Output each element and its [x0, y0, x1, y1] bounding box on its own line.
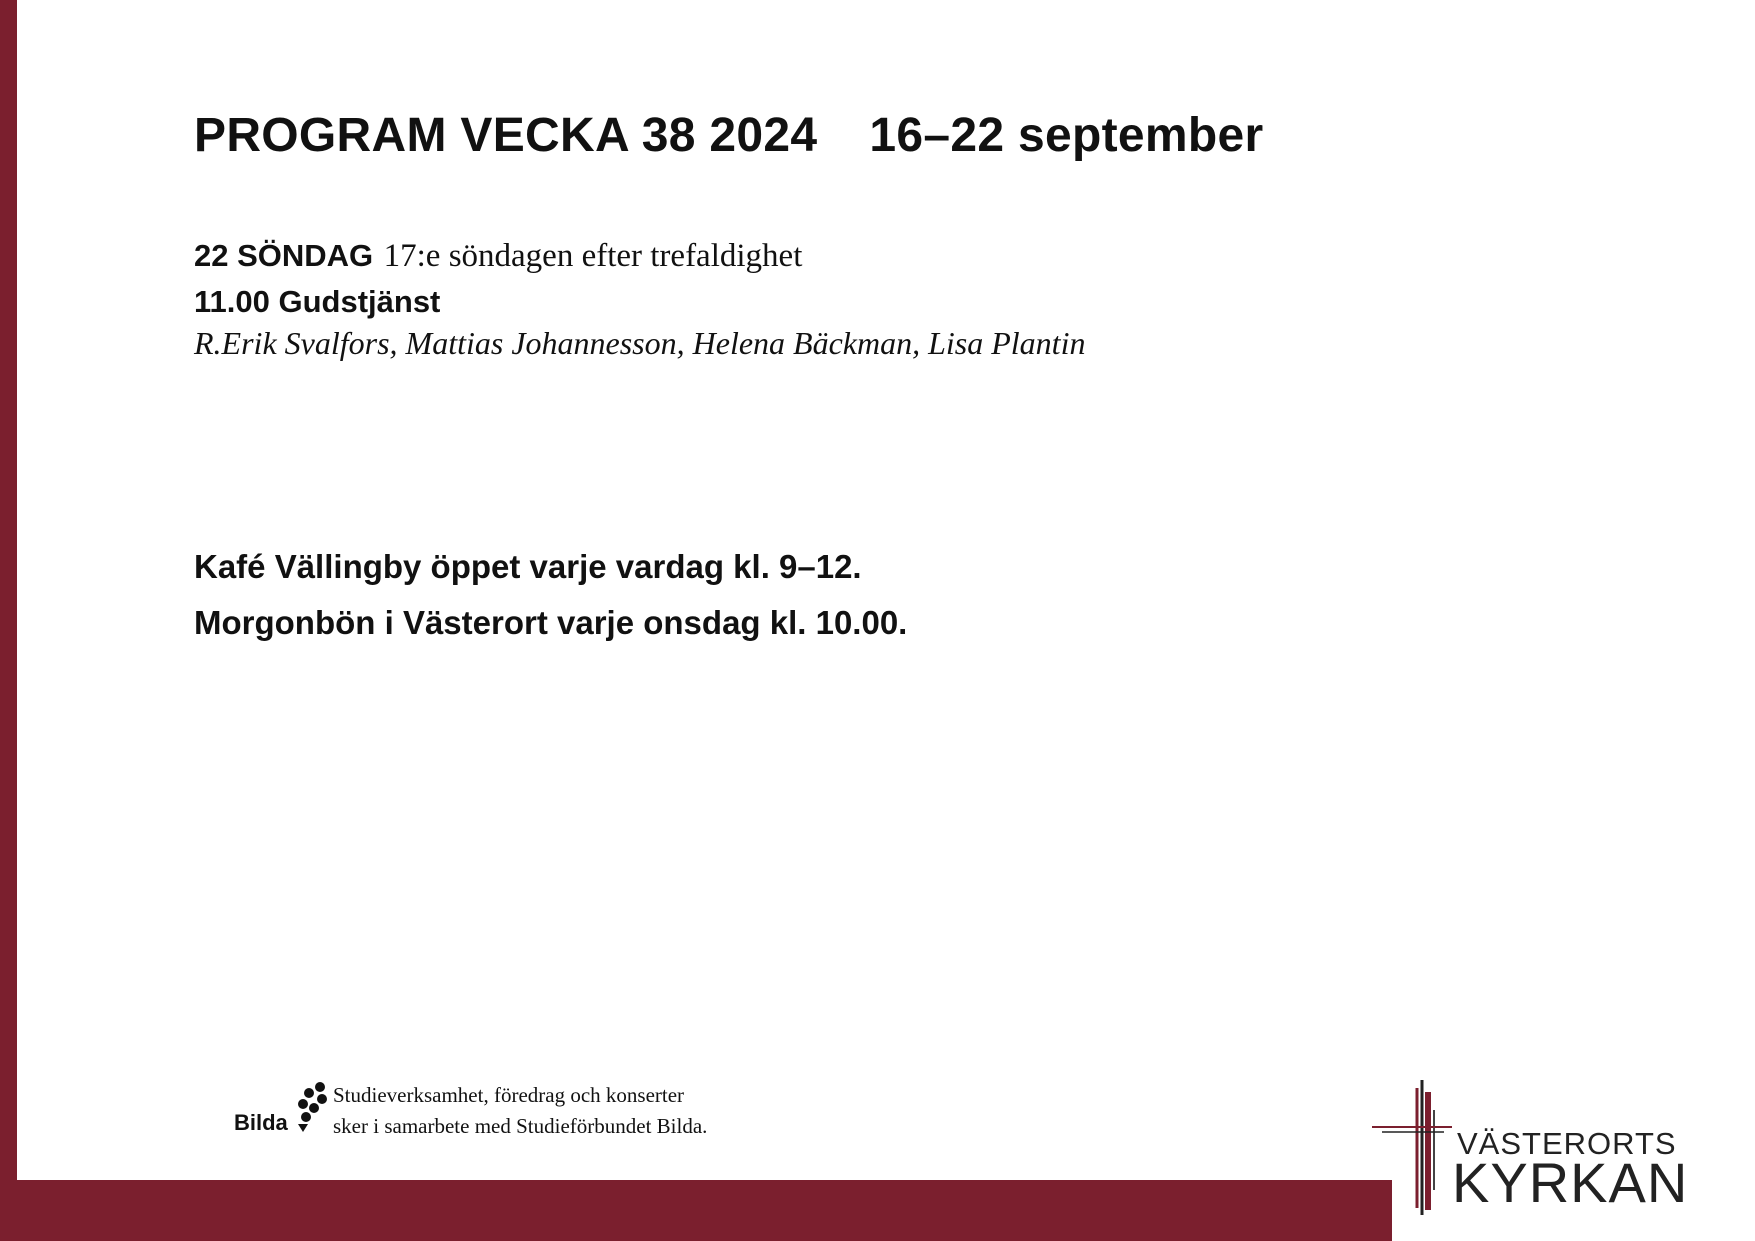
- logo-line2: KYRKAN: [1452, 1151, 1689, 1214]
- bilda-dots-icon: [294, 1080, 330, 1136]
- event-service: 11.00 Gudstjänst: [194, 284, 441, 319]
- bottom-accent-bar: [0, 1180, 1392, 1241]
- logo-line1: VÄSTERORTS: [1457, 1126, 1677, 1161]
- bilda-logo: [234, 1080, 330, 1136]
- vasterorts-kyrkan-logo: [1372, 1080, 1702, 1215]
- title-dates: 16–22 september: [869, 109, 1264, 162]
- left-accent-bar: [0, 0, 17, 1241]
- info-cafe: Kafé Vällingby öppet varje vardag kl. 9–12.: [194, 548, 862, 585]
- bilda-label: Bilda: [234, 1110, 288, 1135]
- footer-text: [333, 1080, 707, 1142]
- event-day: 22 SÖNDAG: [194, 238, 374, 273]
- event-day-line: [194, 238, 802, 275]
- page-title: [194, 108, 1263, 163]
- footer-text-line1: Studieverksamhet, föredrag och konserter: [333, 1083, 685, 1107]
- title-program: PROGRAM VECKA 38 2024: [194, 109, 818, 162]
- footer-text-line2: sker i samarbete med Studieförbundet Bilda.: [333, 1114, 708, 1138]
- cross-logo-icon: [1372, 1080, 1452, 1215]
- event-participants: R.Erik Svalfors, Mattias Johannesson, Helena Bäckman, Lisa Plantin: [194, 325, 1086, 361]
- info-morning-prayer: Morgonbön i Västerort varje onsdag kl. 10.00.: [194, 604, 908, 641]
- event-day-description: 17:e söndagen efter trefaldighet: [383, 238, 803, 274]
